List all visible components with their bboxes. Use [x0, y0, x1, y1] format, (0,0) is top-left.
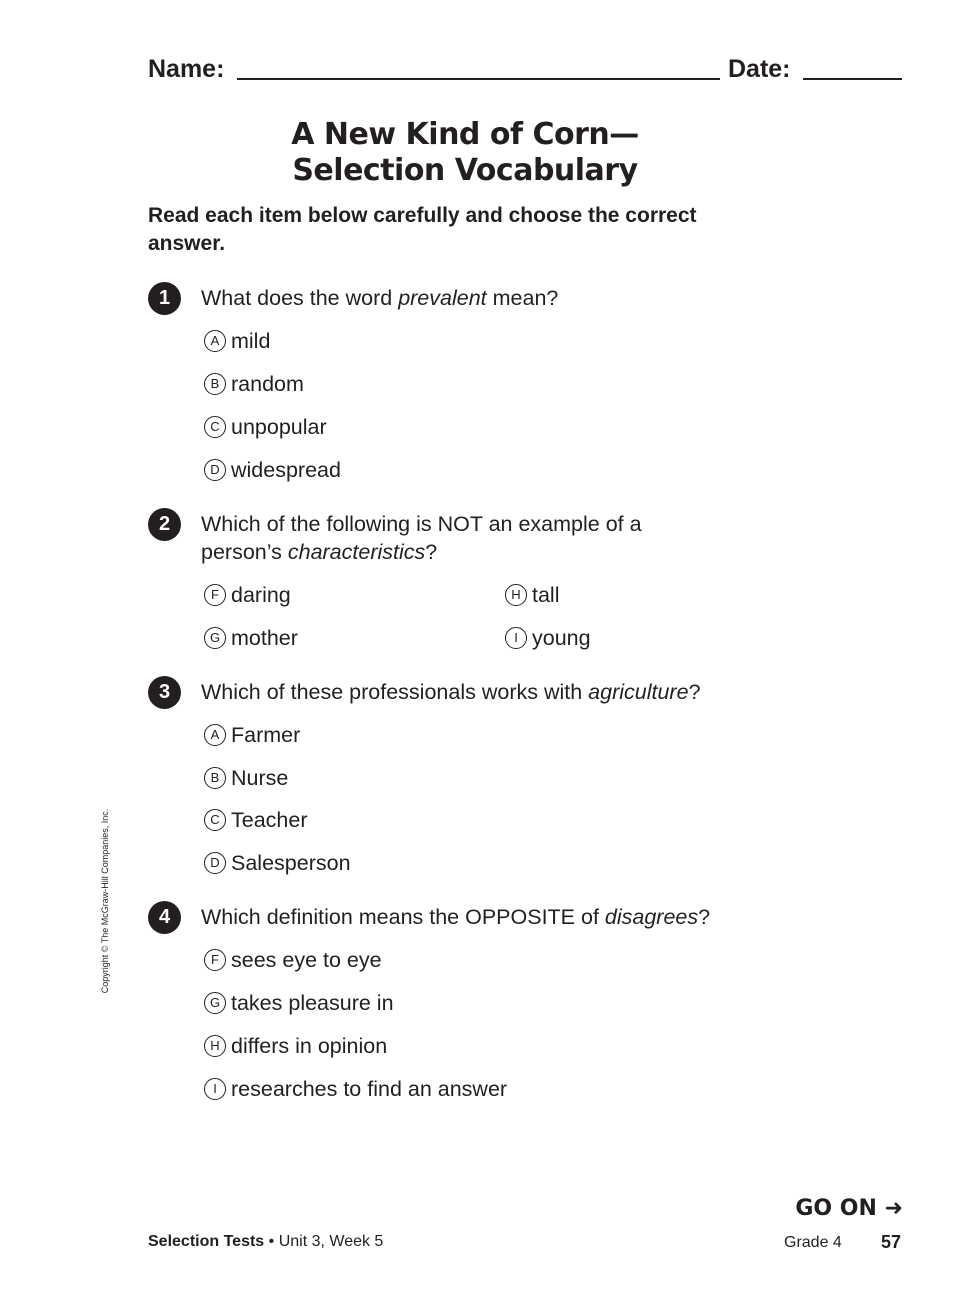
date-field[interactable] — [803, 78, 902, 80]
question-text-2: Which of the following is NOT an example of a person’s characteristics? — [201, 512, 642, 564]
answer-text: mother — [231, 626, 298, 650]
name-label: Name: — [148, 55, 225, 83]
name-field[interactable] — [237, 78, 720, 80]
answer-bubble[interactable]: I — [505, 627, 527, 649]
answer-bubble[interactable]: D — [204, 852, 226, 874]
instructions: Read each item below carefully and choose the correct answer. — [148, 204, 697, 255]
answer-option[interactable] — [204, 370, 304, 398]
vocab-term: characteristics — [287, 540, 426, 564]
page-title-line-1: A New Kind of Corn— — [291, 117, 639, 152]
answer-option[interactable] — [204, 327, 270, 355]
date-label: Date: — [728, 55, 791, 83]
answer-text: tall — [532, 583, 560, 607]
answer-text: unpopular — [231, 415, 327, 439]
copyright-notice: Copyright © The McGraw-Hill Companies, Inc. — [100, 808, 110, 994]
question-text-4: Which definition means the OPPOSITE of disagrees? — [201, 905, 711, 929]
answer-text: sees eye to eye — [231, 948, 382, 972]
answer-bubble[interactable]: F — [204, 584, 226, 606]
answer-option[interactable] — [204, 1032, 387, 1060]
answer-bubble[interactable]: C — [204, 809, 226, 831]
answer-option[interactable] — [204, 1075, 507, 1103]
question-number-3: 3 — [148, 676, 181, 709]
page-title-line-2: Selection Vocabulary — [292, 153, 638, 188]
answer-text: Teacher — [231, 808, 308, 832]
answer-option[interactable] — [204, 413, 327, 441]
answer-option[interactable] — [204, 456, 341, 484]
answer-bubble[interactable]: D — [204, 459, 226, 481]
answer-bubble[interactable]: B — [204, 767, 226, 789]
answer-bubble[interactable]: G — [204, 627, 226, 649]
answer-text: widespread — [231, 458, 341, 482]
answer-text: differs in opinion — [231, 1034, 388, 1058]
vocab-term: agriculture — [588, 680, 689, 704]
answer-option[interactable] — [505, 581, 559, 609]
answer-bubble[interactable]: B — [204, 373, 226, 395]
answer-bubble[interactable]: I — [204, 1078, 226, 1100]
answer-bubble[interactable]: H — [204, 1035, 226, 1057]
vocab-term: prevalent — [398, 286, 487, 310]
answer-option[interactable] — [204, 581, 291, 609]
answer-text: researches to find an answer — [231, 1077, 508, 1101]
answer-option[interactable] — [505, 624, 591, 652]
answer-text: random — [231, 372, 304, 396]
question-number-4: 4 — [148, 901, 181, 934]
answer-text: mild — [231, 329, 271, 353]
footer-grade: Grade 4 — [784, 1234, 842, 1251]
answer-option[interactable] — [204, 721, 300, 749]
answer-bubble[interactable]: F — [204, 949, 226, 971]
vocab-term: disagrees — [604, 905, 699, 929]
question-number-2: 2 — [148, 508, 181, 541]
answer-option[interactable] — [204, 989, 394, 1017]
answer-option[interactable] — [204, 624, 298, 652]
answer-text: Farmer — [231, 723, 301, 747]
question-text-3: Which of these professionals works with agriculture? — [201, 680, 701, 704]
footer-section: Selection Tests • Unit 3, Week 5 — [148, 1233, 384, 1250]
question-text-1: What does the word prevalent mean? — [201, 286, 559, 310]
go-on-label: GO ON ➜ — [795, 1196, 903, 1221]
answer-text: takes pleasure in — [231, 991, 394, 1015]
answer-option[interactable] — [204, 806, 308, 834]
answer-text: Nurse — [231, 766, 289, 790]
answer-option[interactable] — [204, 946, 382, 974]
answer-bubble[interactable]: A — [204, 330, 226, 352]
answer-text: Salesperson — [231, 851, 351, 875]
answer-bubble[interactable]: G — [204, 992, 226, 1014]
answer-text: young — [532, 626, 591, 650]
question-number-1: 1 — [148, 282, 181, 315]
answer-bubble[interactable]: H — [505, 584, 527, 606]
answer-bubble[interactable]: A — [204, 724, 226, 746]
answer-bubble[interactable]: C — [204, 416, 226, 438]
answer-option[interactable] — [204, 849, 351, 877]
page-number: 57 — [881, 1232, 902, 1252]
answer-text: daring — [231, 583, 291, 607]
answer-option[interactable] — [204, 764, 288, 792]
